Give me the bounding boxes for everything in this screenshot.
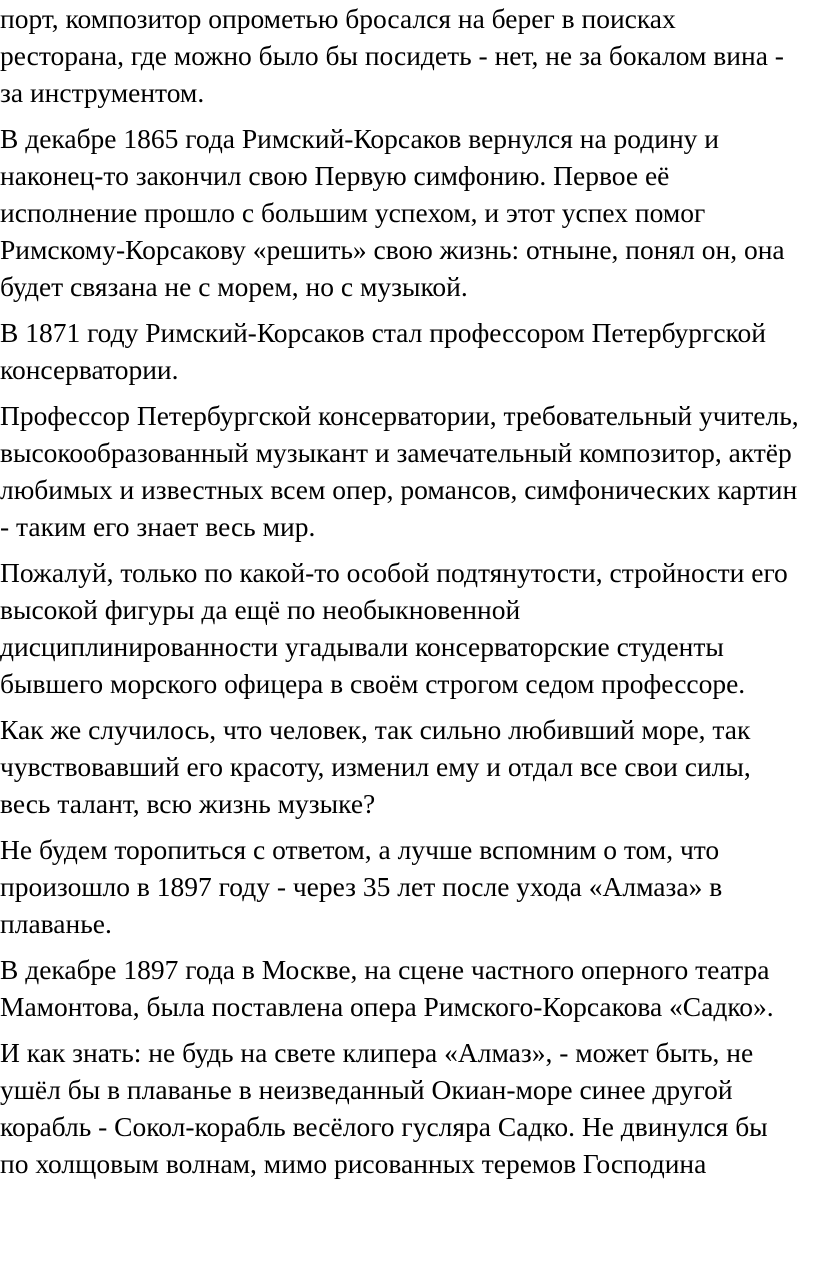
paragraph-3 — [0, 314, 816, 388]
text-line: Как же случилось, что человек, так сильно любивший море, так — [0, 714, 751, 745]
text-line: любимых и известных всем опер, романсов, симфонических картин — [0, 474, 798, 505]
paragraph-2 — [0, 120, 816, 305]
text-line: В 1871 году Римский-Корсаков стал профессором Петербургской — [0, 317, 766, 348]
text-line: чувствовавший его красоту, изменил ему и отдал все свои силы, — [0, 751, 751, 782]
text-line: высокой фигуры да ещё по необыкновенной — [0, 594, 521, 625]
text-line: наконец-то закончил свою Первую симфонию. Первое её — [0, 160, 670, 191]
text-line: Профессор Петербургской консерватории, требовательный учитель, — [0, 400, 799, 431]
text-line: ушёл бы в плаванье в неизведанный Окиан-море синее другой — [0, 1074, 733, 1105]
text-line: ресторана, где можно было бы посидеть - нет, не за бокалом вина - — [0, 40, 784, 71]
text-line: порт, композитор опрометью бросался на берег в поисках — [0, 3, 676, 34]
text-line: высокообразованный музыкант и замечательный композитор, актёр — [0, 437, 792, 468]
text-line: по холщовым волнам, мимо рисованных теремов Господина — [0, 1148, 707, 1179]
paragraph-9 — [0, 1034, 816, 1182]
paragraph-4 — [0, 397, 816, 545]
text-line: Пожалуй, только по какой-то особой подтянутости, стройности его — [0, 557, 788, 588]
text-line: весь талант, всю жизнь музыке? — [0, 788, 376, 819]
paragraph-5 — [0, 554, 816, 702]
text-line: Не будем торопиться с ответом, а лучше вспомним о том, что — [0, 834, 720, 865]
text-line: будет связана не с морем, но с музыкой. — [0, 271, 468, 302]
text-line: консерватории. — [0, 354, 179, 385]
text-line: плаванье. — [0, 908, 112, 939]
paragraph-6 — [0, 711, 816, 822]
text-line: за инструментом. — [0, 77, 205, 108]
paragraph-1 — [0, 0, 816, 111]
text-line: И как знать: не будь на свете клипера «Алмаз», - может быть, не — [0, 1037, 754, 1068]
text-line: бывшего морского офицера в своём строгом седом профессоре. — [0, 668, 746, 699]
text-line: дисциплинированности угадывали консерваторские студенты — [0, 631, 724, 662]
paragraph-7 — [0, 831, 816, 942]
text-line: произошло в 1897 году - через 35 лет после ухода «Алмаза» в — [0, 871, 723, 902]
text-line: Мамонтова, была поставлена опера Римского-Корсакова «Садко». — [0, 991, 774, 1022]
text-line: корабль - Сокол-корабль весёлого гусляра Садко. Не двинулся бы — [0, 1111, 768, 1142]
text-line: исполнение прошло с большим успехом, и этот успех помог — [0, 197, 706, 228]
paragraph-8 — [0, 951, 816, 1025]
text-line: В декабре 1865 года Римский-Корсаков вернулся на родину и — [0, 123, 720, 154]
text-line: - таким его знает весь мир. — [0, 511, 316, 542]
text-line: В декабре 1897 года в Москве, на сцене частного оперного театра — [0, 954, 770, 985]
text-line: Римскому-Корсакову «решить» свою жизнь: отныне, понял он, она — [0, 234, 785, 265]
